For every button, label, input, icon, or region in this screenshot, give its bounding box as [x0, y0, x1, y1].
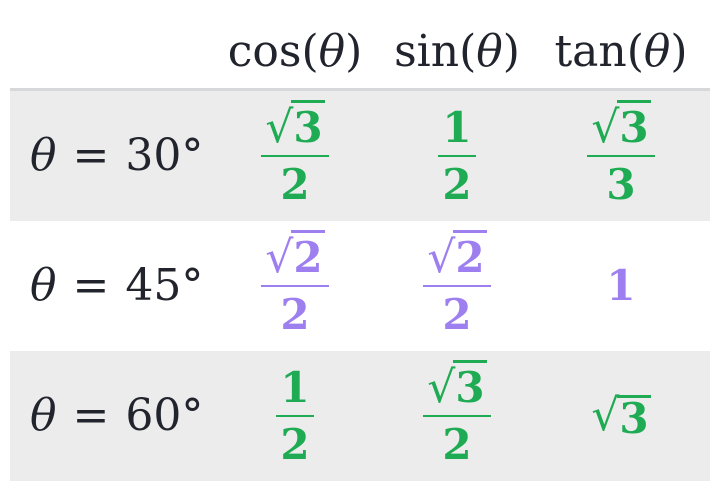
row-30-eq: = [72, 130, 110, 181]
radicand: 3 [291, 100, 324, 152]
row-30-var: θ [30, 130, 57, 181]
fraction [423, 231, 490, 339]
sqrt-numerator [261, 231, 328, 283]
denominator: 2 [442, 289, 472, 339]
row-60-var: θ [30, 390, 57, 441]
header-sin-var: θ [476, 26, 503, 77]
row-30-angle: 30° [125, 130, 204, 181]
radicand: 3 [619, 394, 649, 443]
cell-tan-45 [546, 221, 696, 351]
fraction-bar [587, 155, 654, 157]
header-sin-open: ( [459, 26, 477, 77]
header-cos-fn: cos [227, 26, 302, 77]
header-tan-open: ( [626, 26, 644, 77]
header-cos-var: θ [318, 26, 346, 77]
fraction-bar [423, 415, 490, 417]
sqrt-value [591, 390, 650, 443]
denominator: 2 [442, 419, 472, 469]
row-label-45 [30, 256, 203, 316]
row-60-eq: = [72, 390, 110, 441]
denominator: 3 [606, 159, 636, 209]
cell-cos-60 [220, 351, 370, 481]
cell-tan-60 [546, 351, 696, 481]
row-label-30 [30, 126, 203, 186]
radicand: 3 [617, 100, 650, 152]
header-sin-fn: sin [394, 26, 460, 77]
radical-sign: √ [591, 101, 620, 153]
row-45-angle: 45° [125, 260, 204, 311]
fraction-bar [423, 285, 490, 287]
fraction [423, 361, 490, 469]
row-45-var: θ [30, 260, 57, 311]
cell-cos-45 [220, 221, 370, 351]
fraction [276, 364, 313, 469]
radical-sign: √ [265, 231, 294, 283]
fraction [261, 231, 328, 339]
header-tan [546, 22, 696, 82]
table-header [10, 0, 710, 88]
sqrt-numerator [261, 101, 328, 153]
radical-sign: √ [265, 101, 294, 153]
header-tan-close: ) [670, 26, 688, 77]
denominator: 2 [442, 159, 472, 209]
fraction-bar [261, 285, 328, 287]
denominator: 2 [280, 289, 310, 339]
sqrt-numerator [587, 101, 654, 153]
radicand: 3 [453, 360, 486, 412]
fraction [438, 104, 475, 209]
radicand: 2 [453, 230, 486, 282]
header-tan-fn: tan [554, 26, 627, 77]
cell-sin-30 [382, 91, 532, 221]
table-row-45 [10, 221, 710, 351]
header-cos-close: ) [345, 26, 363, 77]
value: 1 [606, 261, 636, 310]
radical-sign: √ [591, 390, 620, 441]
row-60-angle: 60° [125, 390, 204, 441]
sqrt-numerator [423, 361, 490, 413]
denominator: 2 [280, 159, 310, 209]
fraction [261, 101, 328, 209]
header-cos-open: ( [301, 26, 319, 77]
cell-sin-60 [382, 351, 532, 481]
sqrt-numerator [423, 231, 490, 283]
table-row-30 [10, 91, 710, 221]
row-45-eq: = [72, 260, 110, 311]
cell-tan-30 [546, 91, 696, 221]
header-sin-close: ) [502, 26, 520, 77]
cell-cos-30 [220, 91, 370, 221]
radical-sign: √ [427, 361, 456, 413]
denominator: 2 [280, 419, 310, 469]
fraction-bar [438, 155, 475, 157]
fraction-bar [276, 415, 313, 417]
fraction [587, 101, 654, 209]
numerator: 1 [280, 362, 310, 412]
header-tan-var: θ [643, 26, 671, 77]
numerator: 1 [442, 102, 472, 152]
fraction-bar [261, 155, 328, 157]
cell-sin-45 [382, 221, 532, 351]
radicand: 2 [291, 230, 324, 282]
header-cos [220, 22, 370, 82]
radical-sign: √ [427, 231, 456, 283]
table-row-60 [10, 351, 710, 481]
header-sin [382, 22, 532, 82]
row-label-60 [30, 386, 203, 446]
